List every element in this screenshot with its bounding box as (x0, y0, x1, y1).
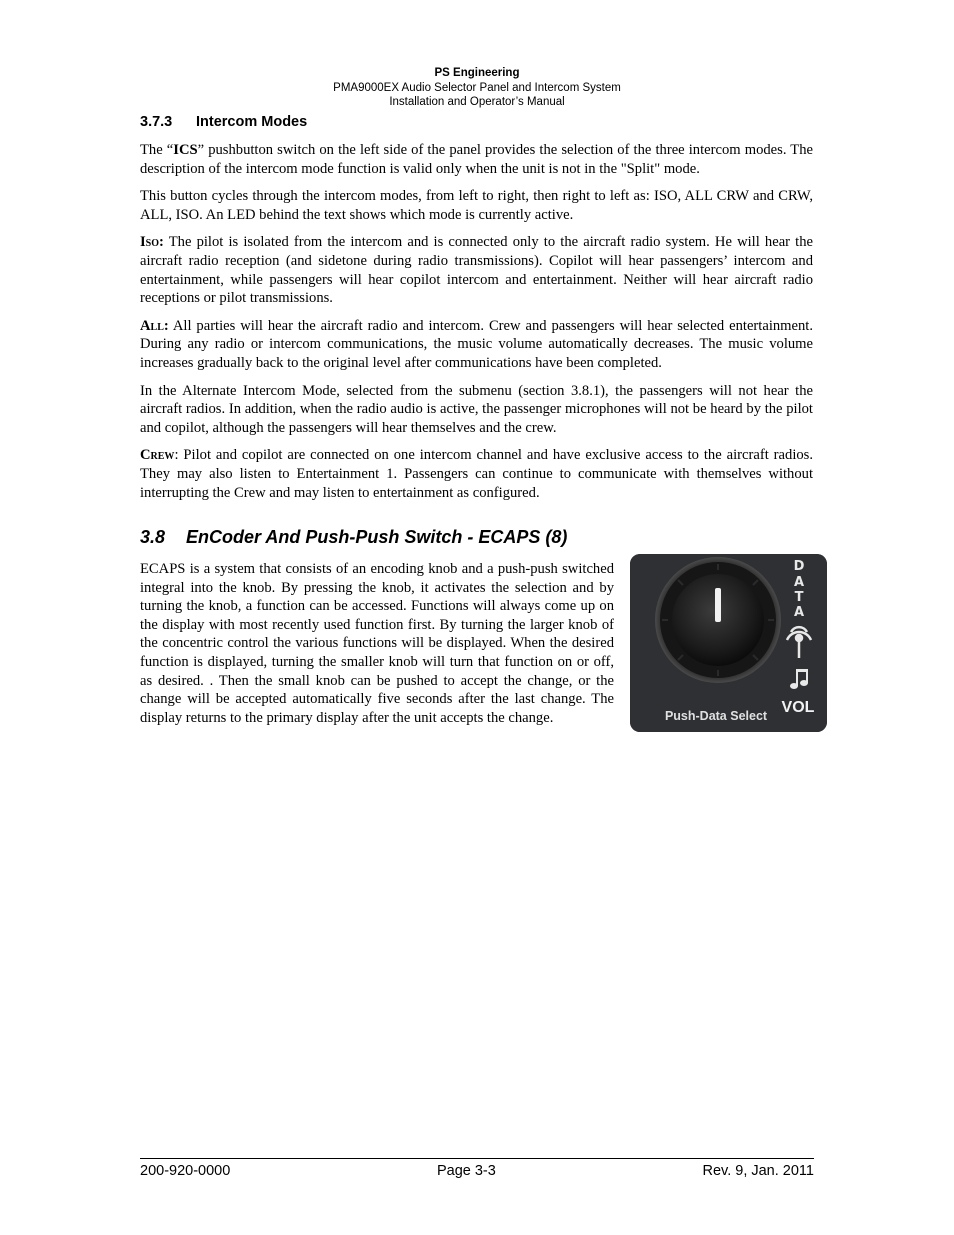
footer-doc-number: 200-920-0000 (140, 1163, 231, 1179)
iso-paragraph (140, 233, 813, 307)
page-footer (140, 1158, 814, 1179)
all-label: All: (140, 317, 169, 334)
data-letter: T (794, 590, 804, 606)
all-paragraph (140, 317, 813, 373)
iso-label: Iso: (140, 234, 164, 251)
text-run: : Pilot and copilot are connected on one intercom channel and have exclusive access to the aircraft radios. They may also listen to Entertainment 1. Passengers can continue to communicate with themselves without interrupting the Crew and may listen to entertainment as configured. (140, 447, 813, 501)
text-run: All parties will hear the aircraft radio and intercom. Crew and passengers will hear selected entertainment. During any radio or intercom communications, the music volume automatically decreases. The music volume increases gradually back to the original level after communications have been completed. (140, 317, 813, 371)
footer-page-number: Page 3-3 (436, 1163, 496, 1179)
section-3-8-heading (140, 526, 813, 548)
header-manual: Installation and Operator’s Manual (389, 96, 565, 108)
ecaps-block (140, 560, 813, 727)
data-letter: A (793, 605, 805, 621)
page-content (140, 113, 813, 736)
ecaps-paragraph: ECAPS is a system that consists of an encoding knob and a push-push switched integral into the knob. By pressing the knob, it activates the selection and by turning the knob, a function can be accessed. Functions will always come up on the display with most recently used function first. By turning the larger knob of the concentric control the various functions will be displayed. When the desired function is displayed, turning the smaller knob will turn that function on or off, as desired. . Then the small knob can be pushed to accept the change, or the change will be accepted automatically five seconds after the last change. The display returns to the primary display after the unit accepts the change. (140, 561, 614, 726)
section-title: EnCoder And Push-Push Switch - ECAPS (8) (186, 527, 568, 548)
header-product: PMA9000EX Audio Selector Panel and Intercom System (333, 81, 621, 94)
vol-label: VOL (781, 699, 815, 717)
alternate-paragraph: In the Alternate Intercom Mode, selected from the submenu (section 3.8.1), the passengers will not hear the aircraft radios. In addition, when the radio audio is active, the passenger microphones will not be heard by the pilot and copilot, although the passengers will hear themselves and the crew. (140, 382, 813, 436)
data-letter: A (793, 575, 805, 591)
ics-bold: ICS (173, 142, 198, 158)
push-data-select-label: Push-Data Select (664, 709, 768, 724)
footer-revision: Rev. 9, Jan. 2011 (702, 1163, 814, 1179)
text-run: ” pushbutton switch on the left side of the panel provides the selection of the three intercom modes. The description of the intercom mode function is valid only when the unit is not in the "Split" mode. (140, 142, 813, 177)
cycle-paragraph: This button cycles through the intercom modes, from left to right, then right to left as: ISO, ALL CRW and CRW, ALL, ISO. An LED behind the text shows which mode is currently active. (140, 188, 813, 223)
section-title: Intercom Modes (196, 114, 308, 130)
knob-pointer (715, 588, 721, 622)
crew-paragraph (140, 446, 813, 502)
text-run: The pilot is isolated from the intercom and is connected only to the aircraft radio system. He will hear the aircraft radio reception (and sidetone during radio transmissions). Copilot will hear passengers’ intercom and entertainment, while passengers will hear copilot intercom and entertainment. Neither will hear aircraft radio receptions or pilot transmissions. (140, 234, 813, 307)
page-header (0, 66, 954, 110)
ecaps-knob-photo (630, 554, 827, 732)
section-number: 3.7.3 (140, 114, 173, 130)
knob-illustration (630, 554, 827, 732)
ics-paragraph (140, 141, 813, 178)
section-3-7-3-heading (140, 113, 813, 131)
crew-label: Crew (140, 447, 175, 464)
text-run: The “ (140, 142, 174, 158)
section-number: 3.8 (140, 527, 166, 548)
header-company: PS Engineering (434, 67, 520, 79)
data-letter: D (793, 559, 805, 575)
